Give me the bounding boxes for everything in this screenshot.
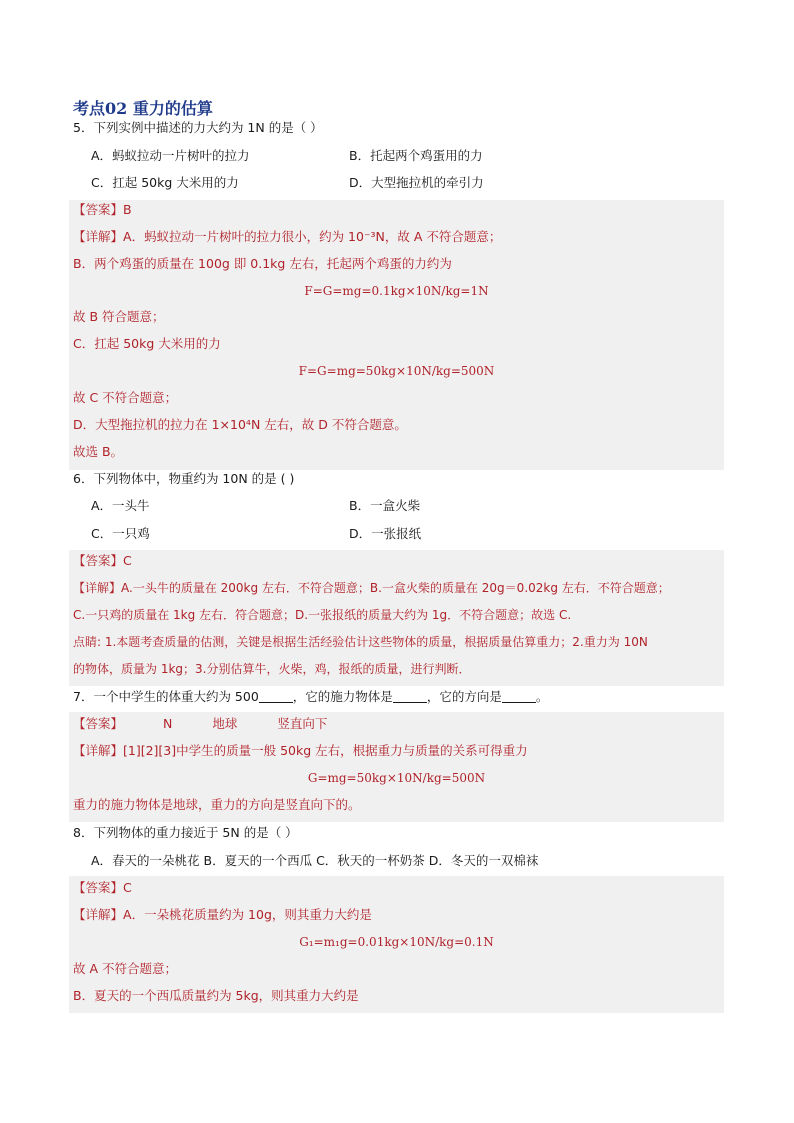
q7-stem-part-4: 。 bbox=[535, 689, 549, 704]
q7-answer bbox=[73, 715, 327, 733]
answer-label: 【答案】 bbox=[73, 716, 124, 731]
answer-label: 【答案】 bbox=[73, 553, 124, 568]
answer-value: C bbox=[123, 880, 132, 895]
q5-detail-4: C．扛起 50kg 大米用的力 bbox=[73, 336, 221, 351]
answer-label: 【答案】 bbox=[73, 202, 124, 217]
q6-option-c: C．一只鸡 bbox=[91, 526, 150, 541]
q8-detail-2: 故 A 不符合题意； bbox=[73, 961, 177, 976]
answer-value-1: N bbox=[163, 716, 173, 731]
q7-stem-part-1: 7．一个中学生的体重大约为 500 bbox=[73, 689, 259, 704]
q5-option-c: C．扛起 50kg 大米用的力 bbox=[91, 175, 239, 190]
detail-label: 【详解】 bbox=[73, 743, 124, 758]
q8-detail-1 bbox=[73, 906, 372, 924]
q6-detail-3: 点睛: 1.本题考查质量的估测，关键是根据生活经验估计这些物体的质量，根据质量估算重力；2.重力为 10N bbox=[73, 635, 648, 649]
q6-detail-1 bbox=[73, 579, 670, 597]
q5-detail-1 bbox=[73, 228, 501, 246]
q5-detail-2: B．两个鸡蛋的质量在 100g 即 0.1kg 左右，托起两个鸡蛋的力约为 bbox=[73, 256, 452, 271]
q7-detail-2: 重力的施力物体是地球，重力的方向是竖直向下的。 bbox=[73, 797, 361, 812]
q7-stem bbox=[73, 688, 548, 706]
detail-label: 【详解】 bbox=[73, 229, 124, 244]
detail-label: 【详解】 bbox=[73, 907, 124, 922]
answer-value: B bbox=[123, 202, 132, 217]
q5-detail-5: 故 C 不符合题意； bbox=[73, 390, 178, 405]
q6-answer bbox=[73, 552, 132, 570]
q5-formula-1: F=G=mg=0.1kg×10N/kg=1N bbox=[304, 284, 489, 298]
q8-options: A．春天的一朵桃花 B．夏天的一个西瓜 C．秋天的一杯奶茶 D．冬天的一双棉袜 bbox=[91, 853, 539, 868]
q5-formula-2: F=G=mg=50kg×10N/kg=500N bbox=[298, 364, 495, 378]
q6-option-b: B．一盒火柴 bbox=[349, 498, 421, 513]
q8-detail-3: B．夏天的一个西瓜质量约为 5kg，则其重力大约是 bbox=[73, 988, 359, 1003]
q7-stem-part-2: ，它的施力物体是 bbox=[292, 689, 393, 704]
q8-answer bbox=[73, 879, 132, 897]
detail-text: A．蚂蚁拉动一片树叶的拉力很小，约为 10⁻³N，故 A 不符合题意； bbox=[123, 229, 502, 244]
answer-blank bbox=[502, 690, 536, 703]
q5-answer bbox=[73, 201, 132, 219]
q7-stem-part-3: ，它的方向是 bbox=[426, 689, 502, 704]
q6-stem: 6．下列物体中，物重约为 10N 的是 ( ) bbox=[73, 471, 295, 486]
answer-blank bbox=[259, 690, 293, 703]
detail-text: A．一朵桃花质量约为 10g，则其重力大约是 bbox=[123, 907, 372, 922]
q5-detail-3: 故 B 符合题意； bbox=[73, 309, 165, 324]
q5-stem: 5．下列实例中描述的力大约为 1N 的是（ ） bbox=[73, 120, 323, 135]
q8-formula-1: G₁=m₁g=0.01kg×10N/kg=0.1N bbox=[299, 935, 494, 949]
q5-option-a: A．蚂蚁拉动一片树叶的拉力 bbox=[91, 148, 250, 163]
q6-detail-4: 的物体，质量为 1kg；3.分别估算牛，火柴，鸡，报纸的质量，进行判断． bbox=[73, 662, 471, 676]
answer-value-3: 竖直向下 bbox=[277, 716, 328, 731]
q6-detail-2: C.一只鸡的质量在 1kg 左右．符合题意；D.一张报纸的质量大约为 1g．不符合题意；故选 C. bbox=[73, 608, 572, 622]
detail-label: 【详解】 bbox=[73, 581, 122, 595]
section-title: 考点02 重力的估算 bbox=[73, 99, 213, 118]
answer-label: 【答案】 bbox=[73, 880, 124, 895]
q5-option-d: D．大型拖拉机的牵引力 bbox=[349, 175, 484, 190]
detail-text: [1][2][3]中学生的质量一般 50kg 左右，根据重力与质量的关系可得重力 bbox=[123, 743, 528, 758]
q8-stem: 8．下列物体的重力接近于 5N 的是（ ） bbox=[73, 825, 298, 840]
answer-value: C bbox=[123, 553, 132, 568]
q5-detail-7: 故选 B。 bbox=[73, 444, 124, 459]
answer-value-2: 地球 bbox=[212, 716, 238, 731]
detail-text: A.一头牛的质量在 200kg 左右．不符合题意；B.一盒火柴的质量在 20g＝0.02kg 左右．不符合题意； bbox=[121, 581, 670, 595]
q5-detail-6: D．大型拖拉机的拉力在 1×10⁴N 左右，故 D 不符合题意。 bbox=[73, 417, 407, 432]
q7-detail-1 bbox=[73, 742, 528, 760]
answer-blank bbox=[393, 690, 427, 703]
q6-option-a: A．一头牛 bbox=[91, 498, 150, 513]
q6-option-d: D．一张报纸 bbox=[349, 526, 422, 541]
q7-formula-1: G=mg=50kg×10N/kg=500N bbox=[307, 771, 486, 785]
q5-option-b: B．托起两个鸡蛋用的力 bbox=[349, 148, 483, 163]
